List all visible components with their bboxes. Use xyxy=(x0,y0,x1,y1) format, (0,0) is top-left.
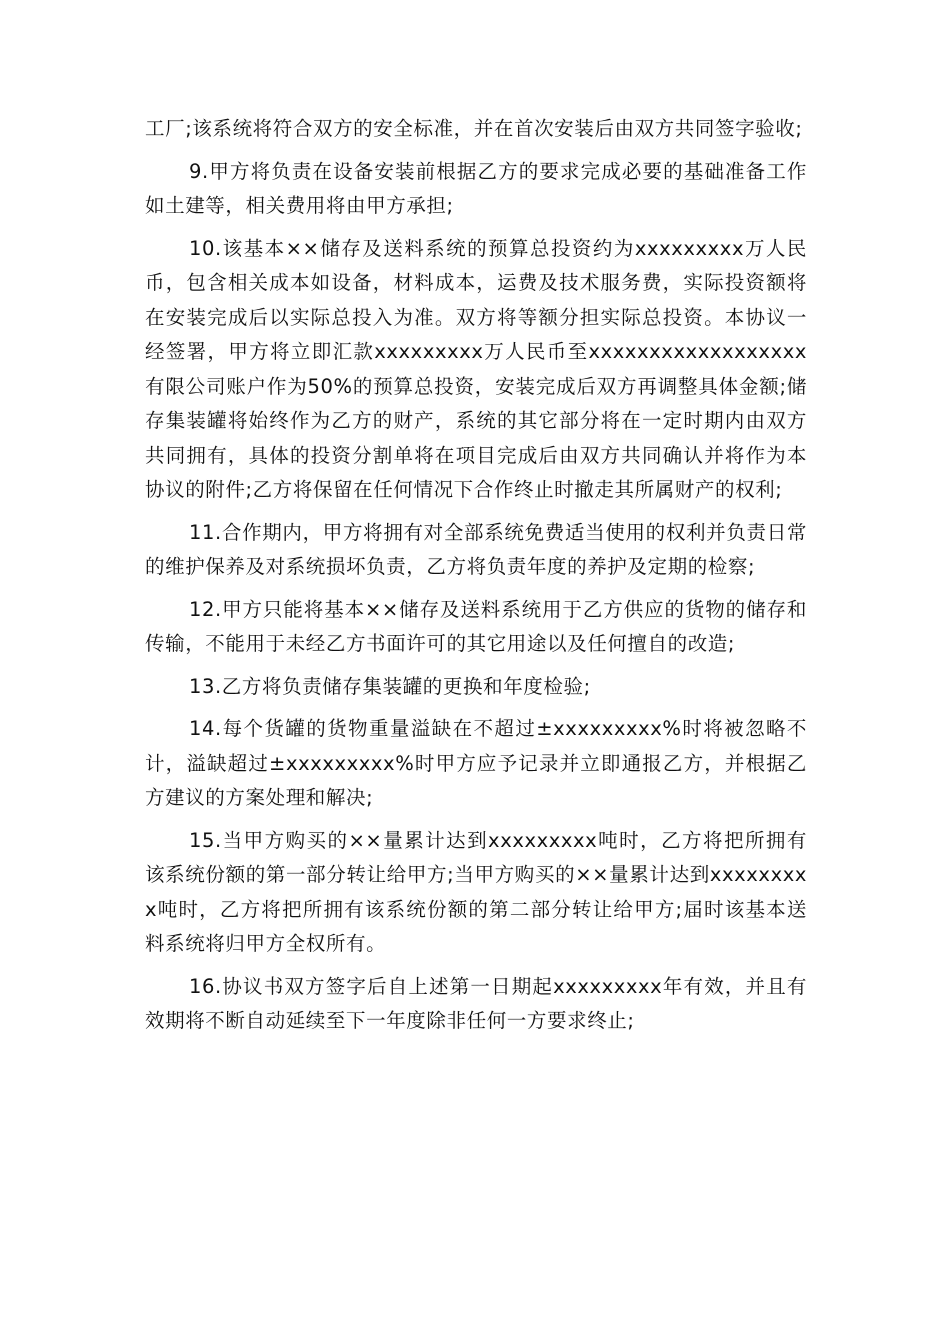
paragraph-clause-10: 10.该基本××储存及送料系统的预算总投资约为xxxxxxxxx万人民币，包含相关成本如设备，材料成本，运费及技术服务费，实际投资额将在安装完成后以实际总投入为准。双方将等额分担实际总投资。本协议一经签署，甲方将立即汇款xxxxxxxxx万人民币至xxxxxxxxxxxxxxxxxx有限公司账户作为50%的预算总投资，安装完成后双方再调整具体金额;储存集装罐将始终作为乙方的财产，系统的其它部分将在一定时期内由双方共同拥有，具体的投资分割单将在项目完成后由双方共同确认并将作为本协议的附件;乙方将保留在任何情况下合作终止时撤走其所属财产的权利; xyxy=(145,236,807,501)
paragraph-clause-11: 11.合作期内，甲方将拥有对全部系统免费适当使用的权利并负责日常的维护保养及对系统损坏负责，乙方将负责年度的养护及定期的检察; xyxy=(145,520,807,578)
paragraph-clause-12: 12.甲方只能将基本××储存及送料系统用于乙方供应的货物的储存和传输，不能用于未经乙方书面许可的其它用途以及任何擅自的改造; xyxy=(145,597,807,655)
paragraph-clause-9: 9.甲方将负责在设备安装前根据乙方的要求完成必要的基础准备工作如土建等，相关费用将由甲方承担; xyxy=(145,159,807,217)
paragraph-clause-15: 15.当甲方购买的××量累计达到xxxxxxxxx吨时，乙方将把所拥有该系统份额的第一部分转让给甲方;当甲方购买的××量累计达到xxxxxxxxx吨时，乙方将把所拥有该系统份额的第二部分转让给甲方;届时该基本送料系统将归甲方全权所有。 xyxy=(145,828,807,955)
paragraph-clause-16: 16.协议书双方签字后自上述第一日期起xxxxxxxxx年有效，并且有效期将不断自动延续至下一年度除非任何一方要求终止; xyxy=(145,974,807,1032)
document-page xyxy=(145,112,807,1047)
paragraph-clause-13: 13.乙方将负责储存集装罐的更换和年度检验; xyxy=(189,674,591,698)
paragraph-clause-14: 14.每个货罐的货物重量溢缺在不超过±xxxxxxxxx%时将被忽略不计，溢缺超过±xxxxxxxxx%时甲方应予记录并立即通报乙方，并根据乙方建议的方案处理和解决; xyxy=(145,717,807,809)
paragraph-continuation: 工厂;该系统将符合双方的安全标准，并在首次安装后由双方共同签字验收; xyxy=(145,117,803,140)
